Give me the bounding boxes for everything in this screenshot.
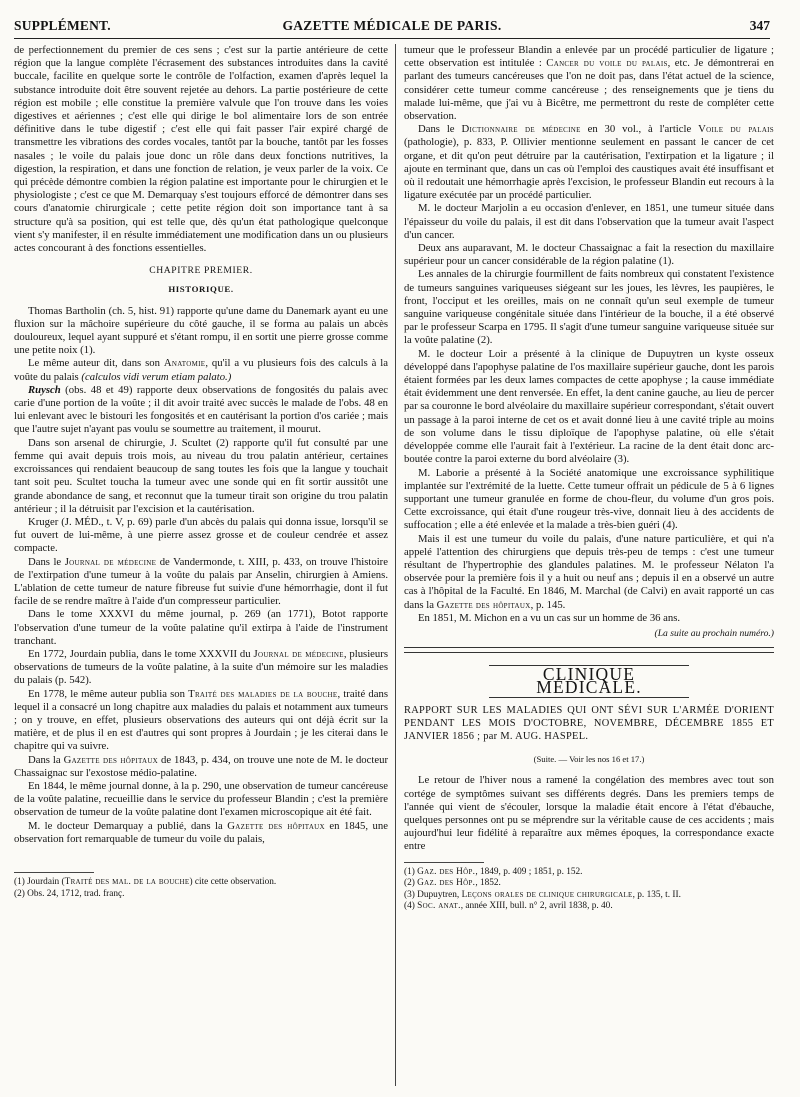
paragraph: M. le docteur Loir a présenté à la clinique de Dupuytren un kyste osseux développé dans l'apophyse palatine de l'os maxillaire supérieur gauche, dont les parois étaient formées par les deux lames compactes de cette apophyse ; la cause immédiate était évidemment une dent renversée. En effet, la dent canine gauche, au lieu de percer par sa couronne le bord alvéolaire du maxillaire supérieur correspondant, s'était ouvert un passage à la paroi interne de cet os et avait donné lieu à une cavité triple au moins de son volume dans le tissu diploïque de l'apophyse palatine, où elle s'était développée comme elle l'aurait fait à l'extérieur. La racine de la dent était donc arc-boutée contre la paroi externe du bord alvéolaire (3). (404, 347, 774, 466)
footnote: (1) Gaz. des Hôp., 1849, p. 409 ; 1851, p. 152. (404, 866, 583, 877)
footnote: (3) Dupuytren, Leçons orales de clinique chirurgicale, p. 135, t. II. (404, 889, 681, 900)
paragraph: Le retour de l'hiver nous a ramené la congélation des membres avec tout son cortége de symptômes suivant ses différents degrés. Dans les premiers temps de l'année qui vient de s'écouler, lorsque la maladie était encore à l'état d'ébauche, quelques personnes ont pu se méprendre sur la véritable cause de ces accidents ; mais aujourd'hui leur fidélité à reparaître aux mêmes époques, la correspondance exacte entre (404, 774, 774, 853)
journal-title: GAZETTE MÉDICALE DE PARIS. (282, 18, 502, 33)
chapter-heading: CHAPITRE PREMIER. (149, 265, 253, 277)
paragraph: Le même auteur dit, dans son Anatomie, qu'il a vu plusieurs fois des calculs à la voûte du palais (calculos vidi verum etiam palato.) (14, 357, 388, 383)
page-header (14, 18, 770, 40)
paragraph: M. le docteur Demarquay a publié, dans la Gazette des hôpitaux en 1845, une observation fort remarquable de tumeur du voile du palais, (14, 819, 388, 845)
paragraph: En 1844, le même journal donne, à la p. 290, une observation de tumeur cancéreuse de la voûte palatine, recueillie dans le service du professeur Blandin ; c'est la première observation de tumeur de la voûte palatine dont l'examen microscopique ait été fait. (14, 779, 388, 819)
paragraph: de perfectionnement du premier de ces sens ; c'est sur la partie antérieure de cette région que la langue complète l'écrasement des substances introduites dans la cavité buccale, facilite en quelque sorte le contrôle de l'olfaction, examen d'après lequel la substance introduite doit être souvent rejetée au dehors. La partie postérieure de cette région est mobile ; elle constitue la première valvule que l'on trouve dans les voies digestives et aériennes ; c'est elle qui dirige le bol alimentaire lors de son entrée définitive dans le tube digestif ; c'est elle qui fait passer l'air expiré chargé de transmettre les vibrations des cordes vocales, tantôt par la bouche, tantôt par les fosses nasales ; le voile du palais joue donc un rôle dans deux fonctions nutritives, la digestion, la respiration, et dans une fonction de relation, je veux parler de la voix. Ce qui précède démontre combien la région palatine est importante pour le chirurgien et le physiologiste ; c'est ce que M. Demarquay s'est toujours efforcé de démontrer dans ses cours d'anatomie chirurgicale ; cette petite région doit son importance tant à sa structure qu'à sa position, qui est telle que, dès qu'un état pathologique quelconque vient s'y manifester, il en résulte immédiatement une modification dans un ou plusieurs actes concourant à des fonctions essentielles. (14, 44, 388, 255)
paragraph: Thomas Bartholin (ch. 5, hist. 91) rapporte qu'une dame du Danemark ayant eu une fluxion sur la mâchoire supérieure du côté gauche, il se forma au palais un abcès douloureux, lequel ayant suppuré et s'étant rompu, il en sortit une pierre grosse comme une petite noix (1). (14, 304, 388, 357)
paragraph: tumeur que le professeur Blandin a enlevée par un procédé particulier de ligature ; cette observation est intitulée : Cancer du voile du palais, etc. Je démontrerai en parlant des tumeurs cancéreuses que l'on ne doit pas, dans l'état actuel de la science, considérer cette tumeur comme cancéreuse ; des renseignements que je tiens du malade lui-même, que j'ai vu à Bicêtre, me permettront du reste de compléter cette observation. (404, 44, 774, 123)
paragraph: Deux ans auparavant, M. le docteur Chassaignac a fait la resection du maxillaire supérieur pour un cancer considérable de la région palatine (1). (404, 242, 774, 268)
left-column (14, 44, 388, 900)
paragraph: Dans son arsenal de chirurgie, J. Scultet (2) rapporte qu'il fut consulté par une femme qui avait depuis trois mois, au niveau du trou palatin antérieur, certaines excroissances qui rendaient beaucoup de sang toutes les fois que la langue y touchait tant soit peu. Scultet toucha la tumeur avec une sonde qui en fit sortir aussitôt une grande abondance de sang, et reconnut que la tumeur tirait son origine du trou palatin antérieur ; il la détruisit par l'excision et la cautérisation. (14, 436, 388, 515)
footnote: (4) Soc. anat., année XIII, bull. n° 2, avril 1838, p. 40. (404, 901, 613, 912)
footnote: (1) Jourdain (Traité des mal. de la bouche) cite cette observation. (14, 876, 277, 887)
clinique-heading: CLINIQUE MÉDICALE. (489, 665, 689, 697)
paragraph: En 1778, le même auteur publia son Traité des maladies de la bouche, traité dans lequel il a consacré un long chapitre aux maladies du palais et notamment aux tumeurs ; on y trouve, en effet, plusieurs observations des auteurs qui ont déjà écrit sur la matière, et de plus il en est d'autres qui sont propres à Jourdain ; je les citerai dans le chapitre qui va suivre. (14, 687, 388, 753)
paragraph: Dans le Journal de médecine de Vandermonde, t. XIII, p. 433, on trouve l'histoire de l'extirpation d'une tumeur à la voûte du palais par Anselin, chirurgien à Amiens. L'ablation de cette tumeur de nature fibreuse fut suivie d'une hémorrhagie, dont il fut facile de se rendre maître à l'aide d'un compresseur particulier. (14, 555, 388, 608)
footnote-rule (14, 872, 94, 873)
paragraph: M. le docteur Marjolin a eu occasion d'enlever, en 1851, une tumeur située dans l'épaisseur du voile du palais, il est dit dans l'observation que la tumeur avait l'aspect d'un cancer. (404, 202, 774, 241)
paragraph: En 1851, M. Michon en a vu un cas sur un homme de 36 ans. (418, 611, 681, 624)
section-rule (404, 652, 774, 653)
suite-note: (Suite. — Voir les nos 16 et 17.) (533, 754, 645, 765)
paragraph: Dans le Dictionnaire de médecine en 30 vol., à l'article Voile du palais (pathologie), p. 833, P. Ollivier mentionne seulement en passant le cancer de cet organe, et dit qu'on peut détruire par la cautérisation, l'extirpation et la ligature ; il ajoute en terminant que, dans un cas où l'emploi des caustiques avait été insuffisant et où il redoutait une hémorrhagie après l'excision, le professeur Blandin eut recours à la ligature exécutée par un procédé particulier. (404, 123, 774, 202)
section-heading: HISTORIQUE. (168, 284, 234, 295)
paragraph: Ruysch (obs. 48 et 49) rapporte deux observations de fongosités du palais avec carie d'une portion de la voûte ; il dit avoir traité avec succès le malade de l'obs. 48 en lui enlevant avec le bistouri les fongosités et en cautérisant la portion d'os cariée ; mais que l'autre sujet n'ayant pas voulu se soumettre au traitement, il mourut. (14, 383, 388, 436)
continued-note: (La suite au prochain numéro.) (654, 627, 774, 639)
footnote-rule (404, 862, 484, 863)
paragraph: Dans la Gazette des hôpitaux de 1843, p. 434, on trouve une note de M. le docteur Chassaignac sur l'exostose médio-palatine. (14, 753, 389, 779)
paragraph: Kruger (J. MÉD., t. V, p. 69) parle d'un abcès du palais qui donna issue, lorsqu'il se fut ouvert de lui-même, à une pierre assez grosse et de couleur cendrée et assez compacte. (14, 515, 388, 555)
footnote: (2) Gaz. des Hôp., 1852. (404, 878, 501, 889)
header-rule (14, 38, 770, 39)
column-separator (395, 44, 396, 1086)
paragraph: Les annales de la chirurgie fourmillent de faits nombreux qui constatent l'existence de tumeurs sanguines variqueuses siégeant sur les joues, les lèvres, les paupières, le front, l'occiput et les oreilles, mais on ne connaît qu'un seul exemple de tumeur sanguine variqueuse congénitale située dans l'intérieur de la bouche, il a été observé par le professeur Scarpa en 1795. Il s'agit d'une tumeur sanguine variqueuse située sur la voûte palatine (2). (404, 268, 774, 347)
supplement-label: SUPPLÉMENT. (14, 18, 111, 33)
section-rule (404, 647, 774, 648)
right-column (404, 44, 774, 913)
paragraph: M. Laborie a présenté à la Société anatomique une excroissance syphilitique implantée sur l'extrémité de la luette. Cette tumeur offrait un pédicule de 5 à 6 lignes supportant une tumeur granulée en forme de chou-fleur, du volume d'un gros pois. Cette excroissance, qui était d'une rougeur très-vive, donnait lieu à des accidents de suffocation ; elle a été enlevée et la malade a très-bien guéri (4). (404, 466, 774, 532)
paragraph: En 1772, Jourdain publia, dans le tome XXXVII du Journal de médecine, plusieurs observations de tumeurs de la voûte palatine, à la suite d'un mémoire sur les maladies du palais (p. 542). (14, 647, 388, 687)
footnote: (2) Obs. 24, 1712, trad. franç. (14, 888, 125, 899)
report-title: RAPPORT SUR LES MALADIES QUI ONT SÉVI SUR L'ARMÉE D'ORIENT PENDANT LES MOIS D'OCTOBRE, NOVEMBRE, DÉCEMBRE 1855 ET JANVIER 1856 ; par M. AUG. HASPEL. (404, 704, 774, 742)
paragraph: Mais il est une tumeur du voile du palais, d'une nature particulière, et qui n'a appelé l'attention des chirurgiens que depuis très-peu de temps : c'est une tumeur résultant de l'hypertrophie des glandules palatines. M. le professeur Nélaton l'a observée pour la première fois il y a huit ou neuf ans ; depuis il en a observé un autre cas à l'hôpital de la Faculté. En 1846, M. Marchal (de Calvi) en avait rapporté un cas dans la Gazette des hôpitaux, p. 145. (404, 532, 774, 611)
page-number: 347 (749, 18, 770, 33)
paragraph: Dans le tome XXXVI du même journal, p. 269 (an 1771), Botot rapporte l'observation d'une tumeur de la voûte palatine qu'il extirpa à l'aide de l'instrument tranchant. (14, 608, 388, 647)
